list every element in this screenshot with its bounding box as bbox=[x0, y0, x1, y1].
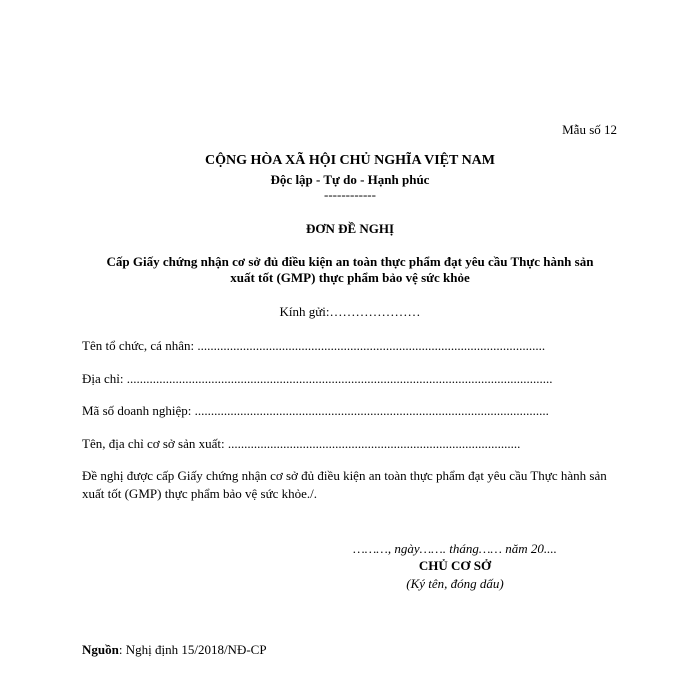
field-dots: ................................................................................................................................... bbox=[126, 371, 553, 386]
field-facility-address bbox=[82, 436, 520, 452]
header-divider: ------------ bbox=[324, 187, 376, 202]
field-organization-name bbox=[82, 338, 545, 354]
field-dots: ........................................................................................................... bbox=[197, 338, 546, 353]
source-line bbox=[82, 642, 267, 658]
form-number: Mẫu số 12 bbox=[562, 122, 617, 137]
request-paragraph: Đề nghị được cấp Giấy chứng nhận cơ sở đủ điều kiện an toàn thực phẩm đạt yêu cầu Thực hành sản xuất tốt (GMP) thực phẩm bảo vệ sức khỏe./. bbox=[82, 468, 607, 501]
field-business-code bbox=[82, 403, 549, 419]
document-subtitle bbox=[80, 254, 620, 286]
nation-header: CỘNG HÒA XÃ HỘI CHỦ NGHĨA VIỆT NAM bbox=[204, 153, 495, 168]
signature-date-line: ………, ngày……. tháng…… năm 20.... bbox=[353, 541, 557, 556]
signature-block bbox=[320, 540, 590, 593]
recipient-line: Kính gửi:………………… bbox=[279, 304, 421, 319]
source-label: Nguồn bbox=[82, 642, 119, 657]
signature-title: CHỦ CƠ SỞ bbox=[418, 558, 492, 573]
subtitle-line-1: Cấp Giấy chứng nhận cơ sở đủ điều kiện an toàn thực phẩm đạt yêu cầu Thực hành sản bbox=[106, 254, 594, 269]
document-title: ĐƠN ĐỀ NGHỊ bbox=[305, 221, 395, 236]
subtitle-line-2: xuất tốt (GMP) thực phẩm bảo vệ sức khỏe bbox=[230, 270, 470, 285]
field-label: Địa chỉ: bbox=[82, 371, 127, 386]
signature-note: (Ký tên, đóng dấu) bbox=[406, 576, 504, 591]
motto: Độc lập - Tự do - Hạnh phúc bbox=[270, 172, 430, 187]
field-address bbox=[82, 371, 553, 387]
field-dots: .......................................................................................... bbox=[227, 436, 521, 451]
field-label: Tên, địa chỉ cơ sở sản xuất: bbox=[82, 436, 228, 451]
field-label: Mã số doanh nghiệp: bbox=[82, 403, 195, 418]
field-dots: ............................................................................................................. bbox=[194, 403, 549, 418]
source-text: : Nghị định 15/2018/NĐ-CP bbox=[118, 642, 267, 657]
field-label: Tên tổ chức, cá nhân: bbox=[82, 338, 198, 353]
